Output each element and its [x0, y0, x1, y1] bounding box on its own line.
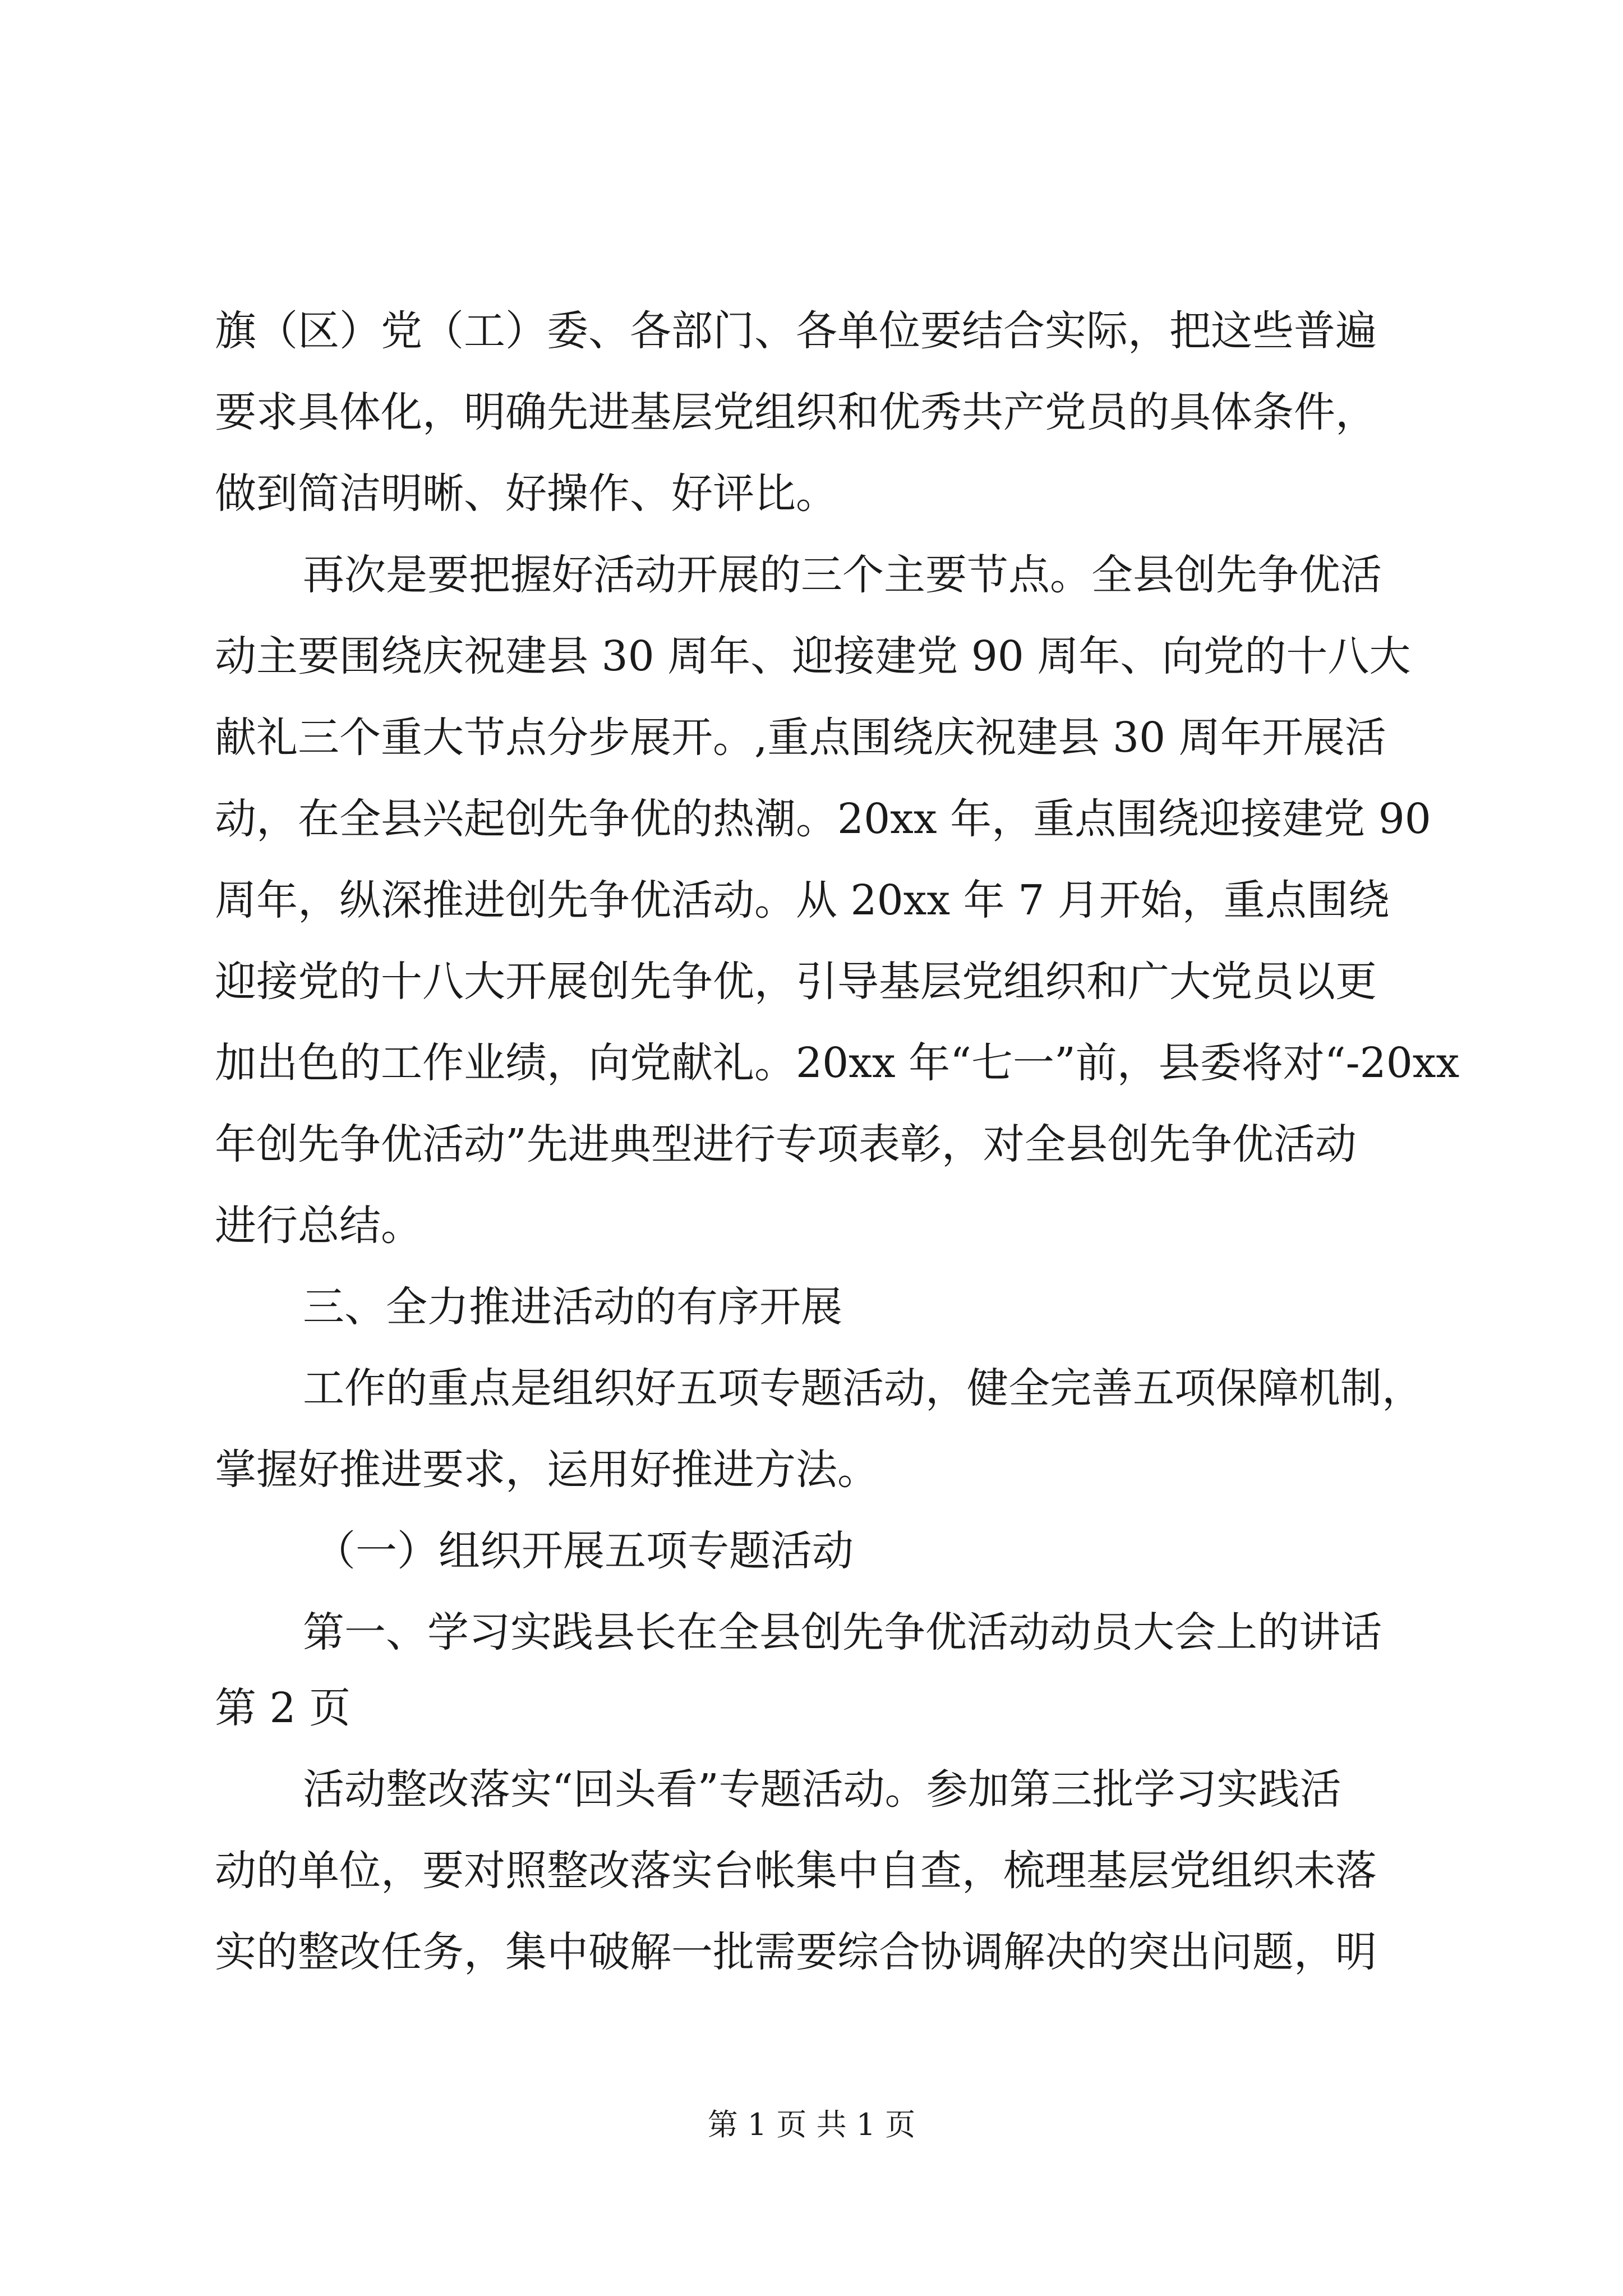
paragraph-line: 加出色的工作业绩，向党献礼。20xx 年“七一”前，县委将对“-20xx: [215, 1039, 1460, 1087]
paragraph-line: 做到简洁明晰、好操作、好评比。: [215, 470, 837, 518]
paragraph-line: 动，在全县兴起创先争优的热潮。20xx 年，重点围绕迎接建党 90: [215, 795, 1431, 843]
section-heading: 三、全力推进活动的有序开展: [303, 1283, 842, 1331]
paragraph-line: 实的整改任务，集中破解一批需要综合协调解决的突出问题，明: [215, 1928, 1377, 1976]
page-footer: 第 1 页 共 1 页: [707, 2107, 916, 2142]
paragraph-line: 掌握好推进要求，运用好推进方法。: [215, 1446, 879, 1494]
paragraph-line: 第一、学习实践县长在全县创先争优活动动员大会上的讲话: [303, 1608, 1382, 1657]
paragraph-line: 工作的重点是组织好五项专题活动，健全完善五项保障机制，: [303, 1364, 1423, 1412]
paragraph-line: 活动整改落实“回头看”专题活动。参加第三批学习实践活: [303, 1765, 1341, 1814]
paragraph-line: 献礼三个重大节点分步展开。,重点围绕庆祝建县 30 周年开展活: [215, 714, 1386, 762]
paragraph-line: 动的单位，要对照整改落实台帐集中自查，梳理基层党组织未落: [215, 1847, 1377, 1895]
paragraph-line: 动主要围绕庆祝建县 30 周年、迎接建党 90 周年、向党的十八大: [215, 632, 1411, 680]
paragraph-line: 旗（区）党（工）委、各部门、各单位要结合实际，把这些普遍: [215, 307, 1377, 355]
paragraph-line: 要求具体化，明确先进基层党组织和优秀共产党员的具体条件，: [215, 388, 1377, 436]
subsection-heading: （一）组织开展五项专题活动: [314, 1527, 854, 1575]
paragraph-line: 年创先争优活动”先进典型进行专项表彰，对全县创先争优活动: [215, 1120, 1357, 1168]
paragraph-line: 再次是要把握好活动开展的三个主要节点。全县创先争优活: [303, 551, 1382, 599]
paragraph-line: 进行总结。: [215, 1202, 422, 1250]
paragraph-line: 迎接党的十八大开展创先争优，引导基层党组织和广大党员以更: [215, 958, 1377, 1006]
page-marker: 第 2 页: [215, 1684, 351, 1732]
paragraph-line: 周年，纵深推进创先争优活动。从 20xx 年 7 月开始，重点围绕: [215, 876, 1390, 924]
